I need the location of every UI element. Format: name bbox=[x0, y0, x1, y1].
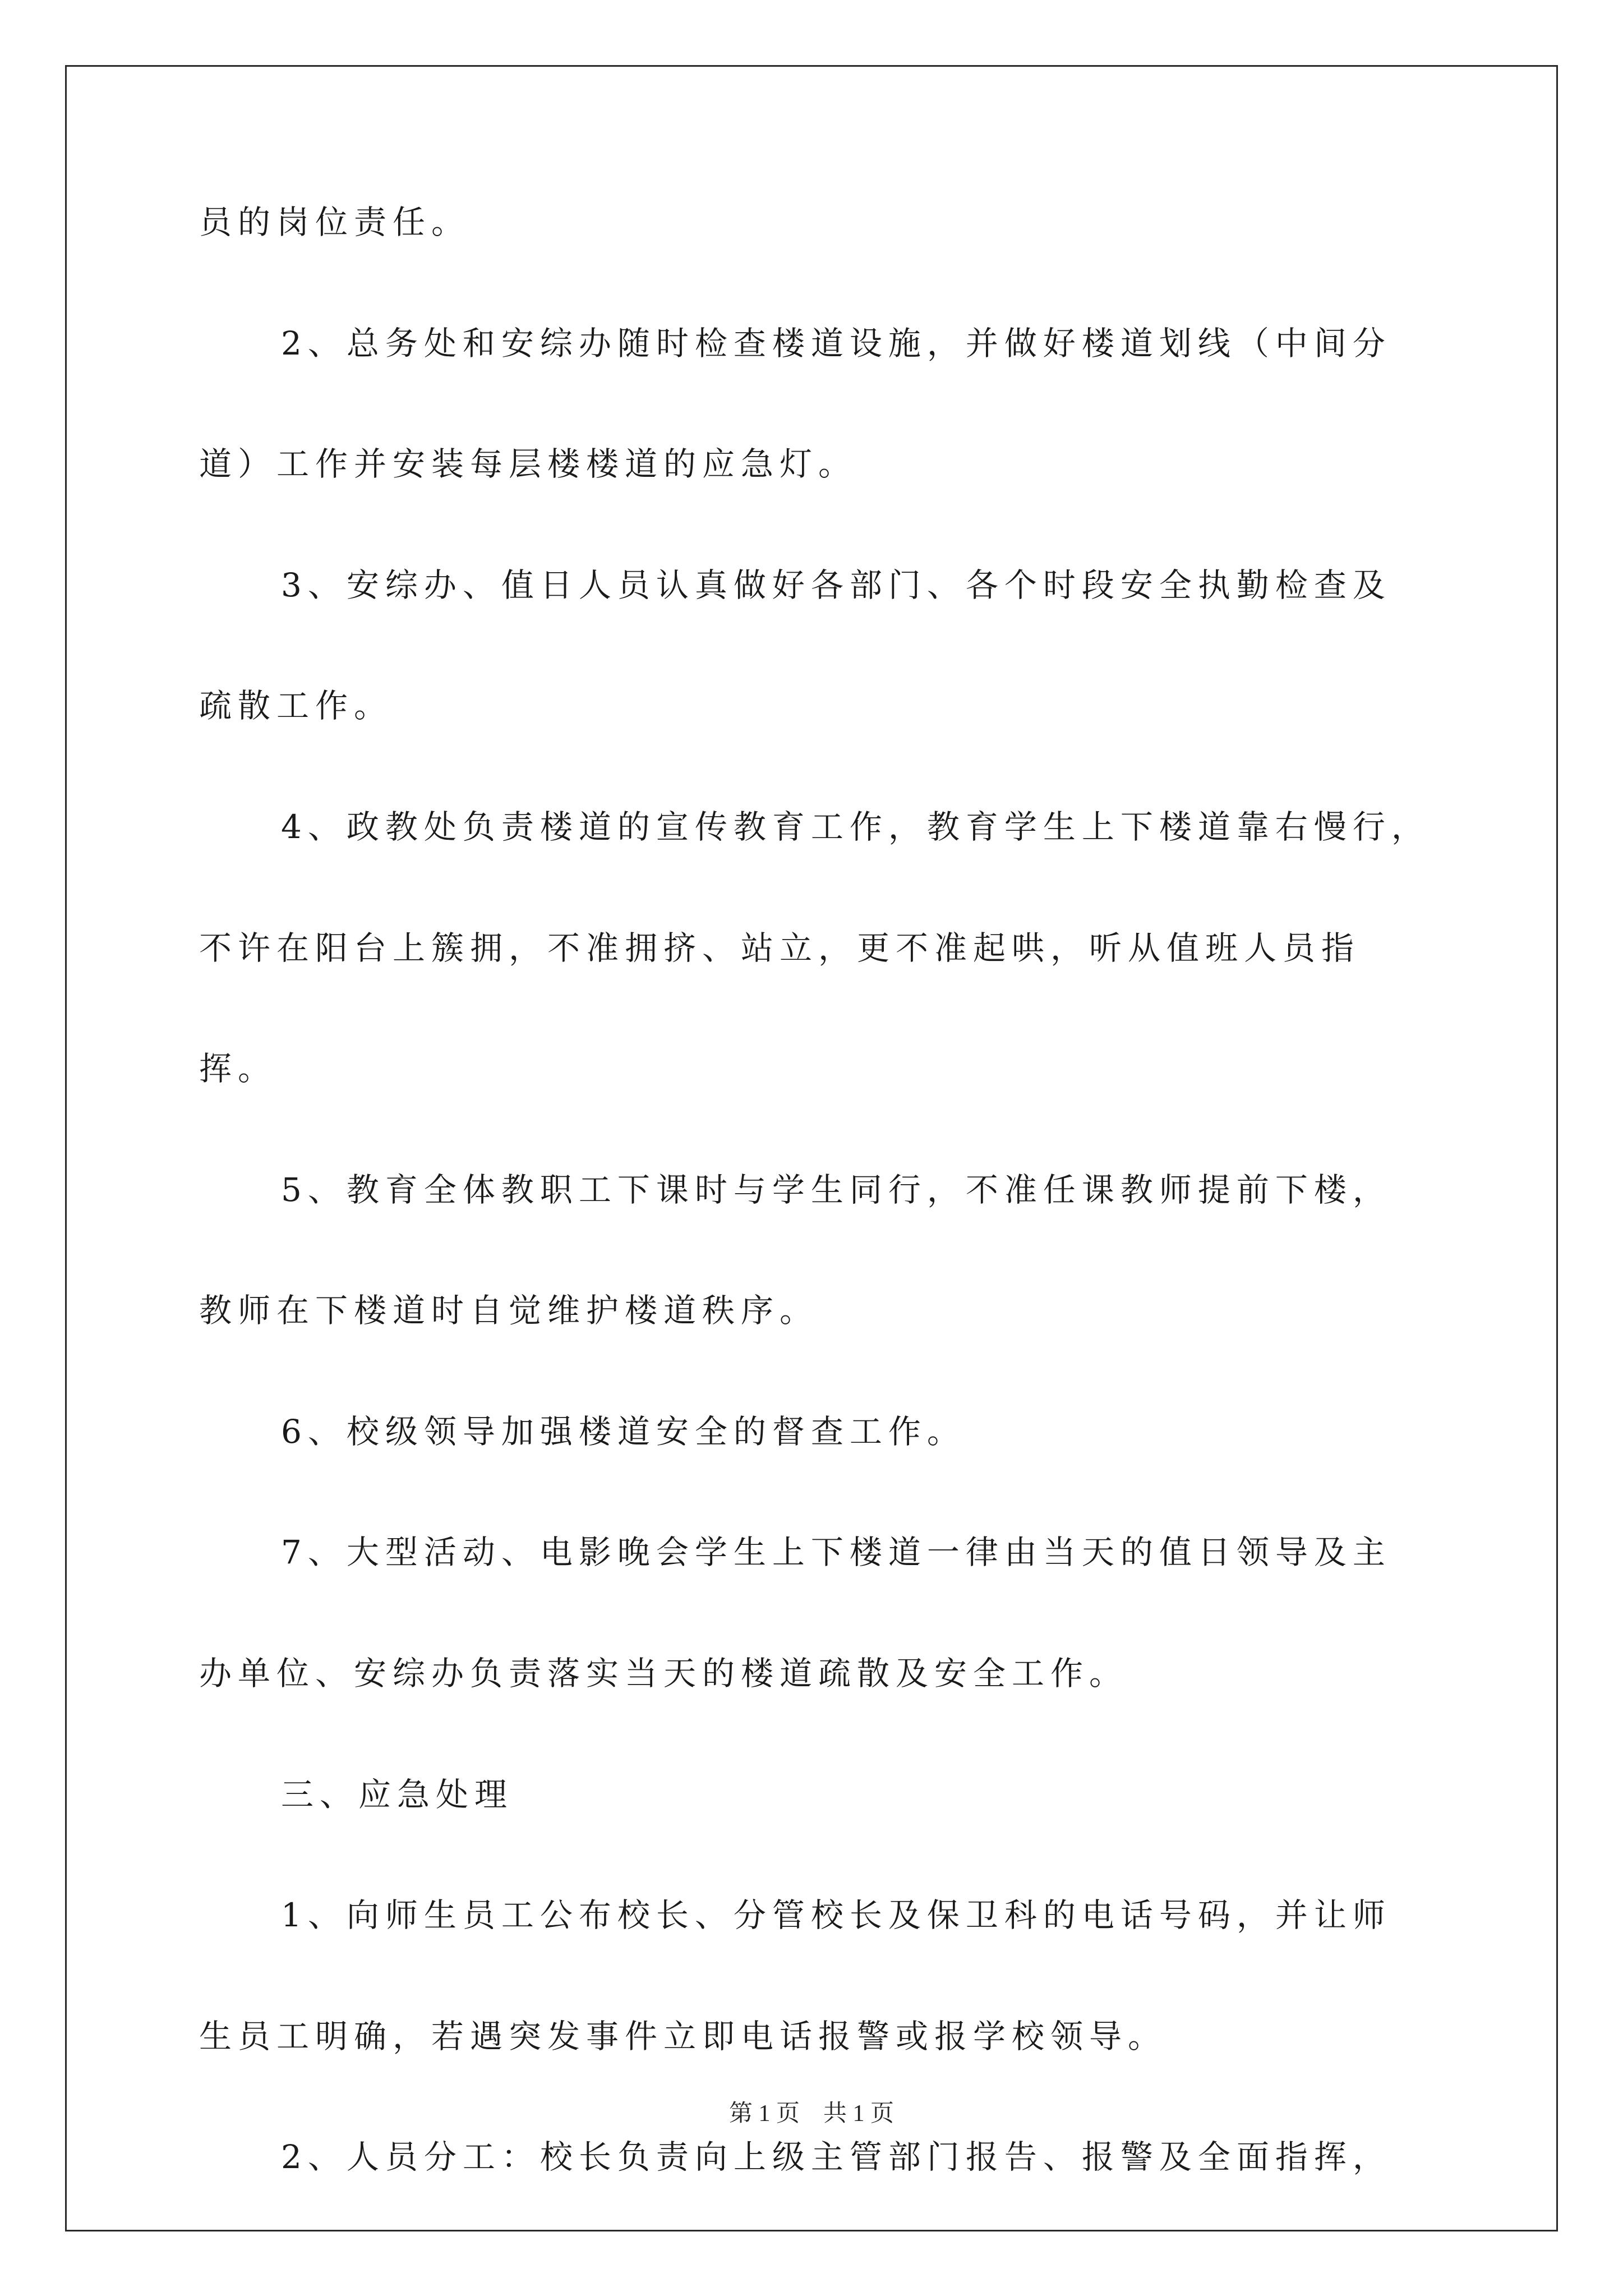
text-line: 1、向师生员工公布校长、分管校长及保卫科的电话号码，并让师 bbox=[281, 1896, 1391, 1934]
text-line: 员的岗位责任。 bbox=[199, 203, 471, 241]
text-line: 疏散工作。 bbox=[199, 687, 393, 725]
text-line: 2、人员分工：校长负责向上级主管部门报告、报警及全面指挥， bbox=[281, 2138, 1391, 2176]
text-line: 挥。 bbox=[199, 1050, 277, 1088]
text-line: 7、大型活动、电影晚会学生上下楼道一律由当天的值日领导及主 bbox=[281, 1533, 1391, 1571]
section-heading: 三、应急处理 bbox=[281, 1775, 514, 1814]
text-line: 6、校级领导加强楼道安全的督查工作。 bbox=[281, 1412, 966, 1451]
page-footer: 第 1 页 共 1 页 bbox=[728, 2101, 894, 2127]
text-line: 5、教育全体教职工下课时与学生同行，不准任课教师提前下楼， bbox=[281, 1171, 1391, 1209]
text-line: 2、总务处和安综办随时检查楼道设施，并做好楼道划线（中间分 bbox=[281, 324, 1391, 362]
text-line: 道）工作并安装每层楼楼道的应急灯。 bbox=[199, 445, 857, 483]
text-line: 不许在阳台上簇拥，不准拥挤、站立，更不准起哄，听从值班人员指 bbox=[199, 929, 1361, 967]
text-line: 3、安综办、值日人员认真做好各部门、各个时段安全执勤检查及 bbox=[281, 566, 1391, 604]
text-line: 4、政教处负责楼道的宣传教育工作，教育学生上下楼道靠右慢行， bbox=[281, 808, 1430, 846]
text-line: 教师在下楼道时自觉维护楼道秩序。 bbox=[199, 1291, 819, 1329]
text-line: 生员工明确，若遇突发事件立即电话报警或报学校领导。 bbox=[199, 2017, 1167, 2055]
text-line: 办单位、安综办负责落实当天的楼道疏散及安全工作。 bbox=[199, 1654, 1128, 1692]
